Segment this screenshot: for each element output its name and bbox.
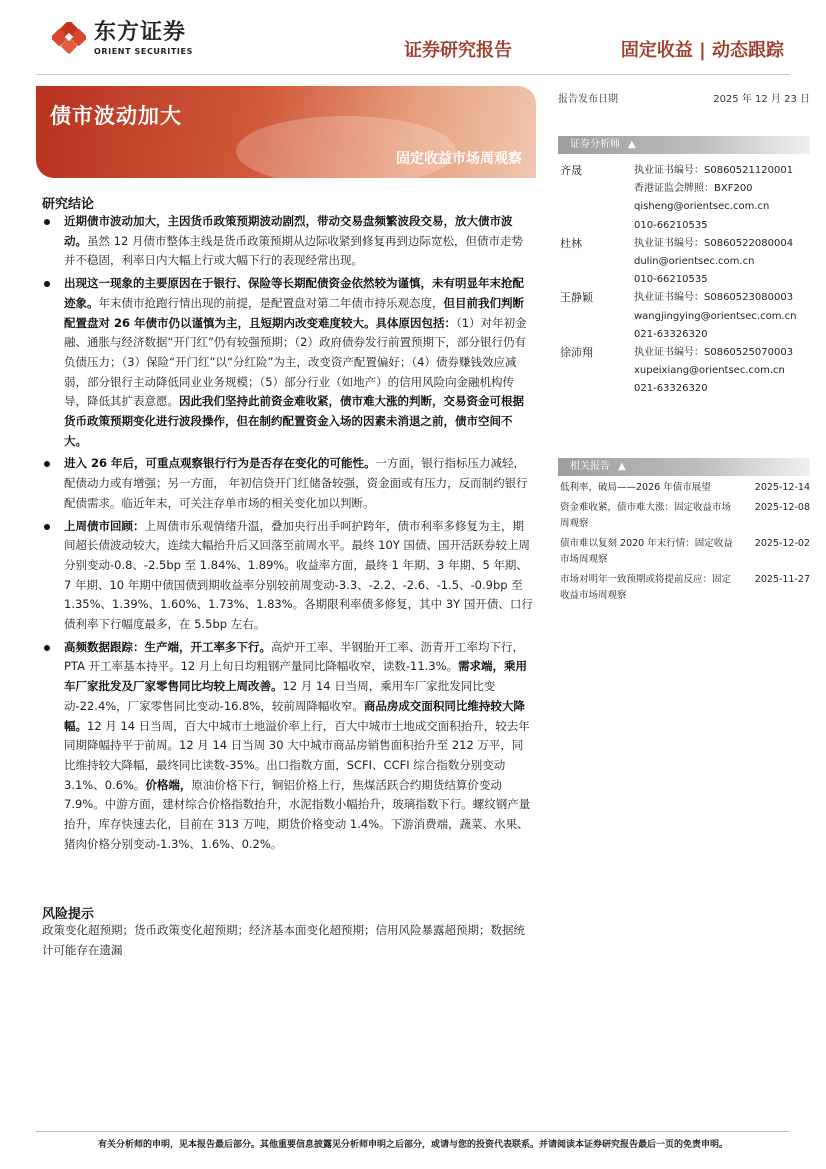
related-report-date: 2025-12-02 <box>754 538 810 549</box>
analyst-hk-license: 香港证监会牌照：BXF200 <box>634 183 753 195</box>
analyst-entry <box>560 162 810 235</box>
analyst-name: 齐晟 <box>560 164 582 177</box>
analyst-phone: 010-66210535 <box>634 274 708 286</box>
bullet-bold-text: 需求端，乘用车厂家批发及厂家零售同比均较上周改善。 <box>64 659 528 694</box>
analyst-license: 执业证书编号：S0860522080004 <box>634 237 794 249</box>
bullet-bold-text: 上周债市回顾： <box>64 518 145 533</box>
related-report-title[interactable]: 资金难收紧，债市难大涨：固定收益市场周观察 <box>560 502 732 529</box>
bullet-text: 12 月 14 日当周，百大中城市土地溢价率上行，百大中城市土地成交面积抬升，较去年同期降幅持平于前周。12 月 14 日当周 30 大中城市商品房销售面积抬升至 212 万平，同比维持较大降幅，最终同比读数-35%。出口指数方面，SCFI、CCFI 综合指数分别变动 3.1%、0.6%。 <box>64 718 530 792</box>
related-report-date: 2025-12-14 <box>754 482 810 493</box>
related-report-item[interactable] <box>560 480 810 496</box>
conclusion-body <box>42 212 534 855</box>
conclusion-bullet <box>42 212 534 271</box>
analyst-email[interactable]: xupeixiang@orientsec.com.cn <box>634 365 785 377</box>
conclusion-bullet <box>42 517 534 635</box>
analyst-phone: 021-63326320 <box>634 328 708 340</box>
bullet-text: 高炉开工率、半钢胎开工率、沥青开工率均下行， PTA 开工率基本持平。12 月上旬日均粗钢产量同比降幅收窄，读数-11.3%。 <box>64 639 524 674</box>
header-marker-icon: ▲ <box>618 461 627 472</box>
banner-decoration <box>236 116 456 178</box>
conclusion-heading: 研究结论 <box>42 197 95 212</box>
related-report-item[interactable] <box>560 500 810 532</box>
analyst-license: 执业证书编号：S0860523080003 <box>634 292 794 304</box>
analyst-license: 执业证书编号：S0860521120001 <box>634 165 794 176</box>
related-report-list <box>560 480 810 608</box>
bullet-bold-text: 高频数据跟踪：生产端，开工率多下行。 <box>64 639 271 654</box>
conclusion-bullet <box>42 274 534 451</box>
related-report-title[interactable]: 债市难以复刻 2020 年末行情：固定收益市场周观察 <box>560 538 733 565</box>
bullet-bold-text: 商品房成交面积同比维持较大降幅。 <box>64 698 525 733</box>
report-category: 固定收益 | 动态跟踪 <box>620 40 784 61</box>
bullet-text: 上周债市乐观情绪升温，叠加央行出手呵护跨年，债市利率多修复为主，期间超长债波动较大，连续大幅抬升后又回落至前周水平。最终 10Y 国债、国开活跃券较上周分别变动-0.8、-2.5bp 至 1.84%、1.89%。收益率方面，最终 1 年期、3 年期、5 年期、7 年期、10 年期中债国债到期收益率分别较前周变动-3.3、-2.2、-2.6、-1.5、-0.9bp 至 1.35%、1.39%、1.60%、1.73%、1.83%。各期限利率债多修复，其中 3Y 国开债、口行债利率下行幅度最多，在 5.5bp 左右。 <box>64 518 533 632</box>
header-marker-icon: ▲ <box>628 139 637 150</box>
related-report-date: 2025-12-08 <box>754 502 810 513</box>
analyst-entry <box>560 289 810 344</box>
conclusion-bullet <box>42 638 534 855</box>
conclusion-bullet <box>42 454 534 513</box>
related-report-date: 2025-11-27 <box>754 574 810 585</box>
footer-disclaimer: 有关分析师的申明，见本报告最后部分。其他重要信息披露见分析师申明之后部分，或请与您的投资代表联系。并请阅读本证券研究报告最后一页的免责申明。 <box>97 1140 728 1150</box>
related-report-item[interactable] <box>560 536 810 568</box>
bullet-bold-text: 出现这一现象的主要原因在于银行、保险等长期配债资金依然较为谨慎，未有明显年末抢配迹象。 <box>64 276 524 310</box>
logo-english-name: ORIENT SECURITIES <box>94 47 193 56</box>
bullet-text: 12 月 14 日当周，乘用车厂家批发同比变动-22.4%，厂家零售同比变动-16.8%，较前周降幅收窄。 <box>64 679 496 713</box>
analyst-entry <box>560 235 810 290</box>
analyst-name: 徐沛翔 <box>560 346 593 360</box>
report-date-label: 报告发布日期 <box>558 94 618 105</box>
analyst-license: 执业证书编号：S0860525070003 <box>634 347 794 359</box>
bullet-bold-text: 近期债市波动加大，主因货币政策预期波动剧烈，带动交易盘频繁波段交易，放大债市波动。 <box>64 214 513 248</box>
report-type: 证券研究报告 <box>404 40 512 61</box>
bullet-text: 一方面，银行指标压力减轻，配债动力或有增强；另一方面， 年初信贷开门红储备较强，资金面或有压力，反而制约银行配债需求。临近年末，可关注存单市场的相关变化加以判断。 <box>64 456 528 510</box>
report-date-value: 2025 年 12 月 23 日 <box>713 94 810 105</box>
related-report-item[interactable] <box>560 572 810 604</box>
footer-divider <box>36 1131 790 1132</box>
company-logo <box>52 22 193 56</box>
bullet-bold-text: 价格端， <box>145 777 192 792</box>
analysts-section-header <box>558 136 810 154</box>
analyst-name: 杜林 <box>560 236 582 250</box>
title-banner <box>36 86 536 178</box>
bullet-text: 年末债市抢跑行情出现的前提，是配置盘对第二年债市持乐观态度， <box>98 295 444 310</box>
analyst-name: 王静颖 <box>560 291 593 305</box>
report-date <box>558 90 810 105</box>
analysts-section-title: 证券分析师 <box>570 139 620 150</box>
logo-chinese-name: 东方证券 <box>94 20 187 45</box>
analyst-phone: 021-63326320 <box>634 383 708 395</box>
report-subtitle: 固定收益市场周观察 <box>396 151 522 167</box>
bullet-text: （1）对年初金融、通胀与经济数据“开门红”仍有较强预期；（2）政府债券发行前置预期下，部分银行仍有负债压力；（3）保险“开门红”以“分红险”为主，改变资产配置偏好；（4）债券赚钱效应减弱，部分银行主动降低同业业务规模；（5）部分行业（如地产）的信用风险向金融机构传导，降低其扩表意愿。 <box>64 315 527 409</box>
analyst-phone: 010-66210535 <box>634 219 708 231</box>
risk-heading: 风险提示 <box>42 907 95 922</box>
bullet-text: 原油价格下行，铜铝价格上行，焦煤活跃合约期货结算价变动 7.9%。中游方面，建材综合价格指数抬升，水泥指数小幅抬升，玻璃指数下行。螺纹钢产量抬升，库存快速去化，目前在 313 万吨，期货价格变动 1.4%。下游消费端，蔬菜、水果、猪肉价格分别变动-1.3%、1.6%、0.2%。 <box>64 777 531 851</box>
analyst-email[interactable]: wangjingying@orientsec.com.cn <box>634 310 797 322</box>
bullet-bold-text: 但目前我们判断配置盘对 26 年债市仍以谨慎为主，且短期内改变难度较大。具体原因包括： <box>64 295 524 330</box>
risk-text: 政策变化超预期；货币政策变化超预期；经济基本面变化超预期；信用风险暴露超预期；数据统计可能存在遗漏 <box>42 923 525 957</box>
analyst-email[interactable]: qisheng@orientsec.com.cn <box>634 201 770 213</box>
bullet-bold-text: 因此我们坚持此前资金难收紧，债市难大涨的判断，交易资金可根据货币政策预期变化进行波段操作，但在制约配置资金入场的因素未消退之前，债市空间不大。 <box>64 394 524 448</box>
related-section-title: 相关报告 <box>570 461 610 472</box>
analyst-entry <box>560 344 810 399</box>
bullet-bold-text: 进入 26 年后，可重点观察银行行为是否存在变化的可能性。 <box>64 456 376 471</box>
logo-mark-icon <box>52 22 86 56</box>
related-report-title[interactable]: 市场对明年一致预期或将提前反应：固定收益市场周观察 <box>560 574 732 601</box>
analyst-list <box>560 162 810 399</box>
related-section-header <box>558 458 810 476</box>
header-divider <box>36 74 790 75</box>
report-title: 债市波动加大 <box>50 104 182 128</box>
analyst-email[interactable]: dulin@orientsec.com.cn <box>634 256 755 268</box>
bullet-text: 虽然 12 月债市整体主线是货币政策预期从边际收紧到修复再到边际宽松，但债市走势并不稳固，利率日内大幅上行或大幅下行的表现经常出现。 <box>64 233 523 268</box>
related-report-title[interactable]: 低利率，破局——2026 年债市展望 <box>560 482 711 493</box>
